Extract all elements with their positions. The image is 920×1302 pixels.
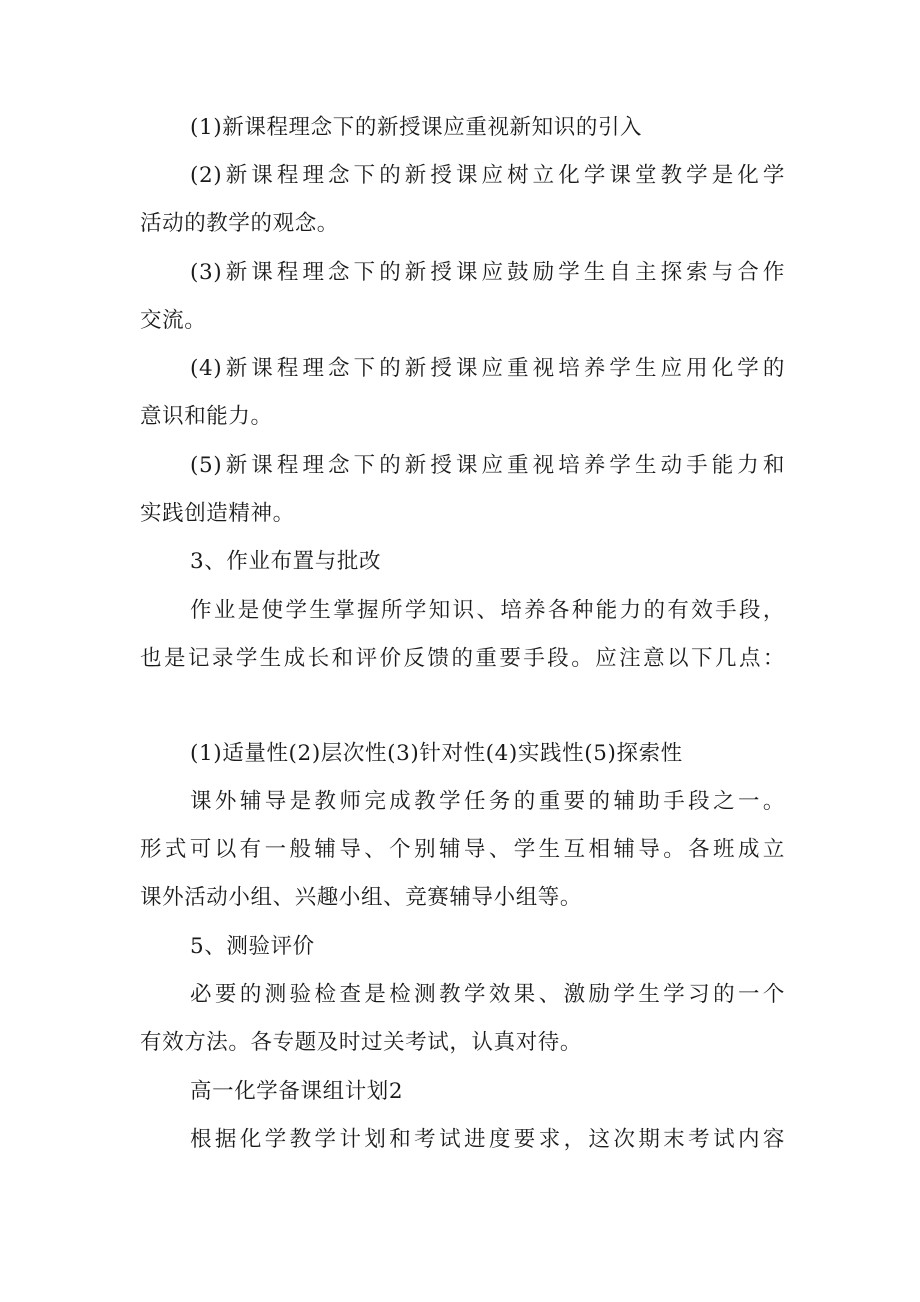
- paragraph-line: (1)新课程理念下的新授课应重视新知识的引入: [190, 115, 643, 140]
- paragraph-line: (4)新课程理念下的新授课应重视培养学生应用化学的: [190, 356, 785, 381]
- paragraph-line: 有效方法。各专题及时过关考试，认真对待。: [140, 1030, 583, 1055]
- paragraph-line: (2)新课程理念下的新授课应树立化学课堂教学是化学: [190, 163, 785, 188]
- paragraph-line: 根据化学教学计划和考试进度要求，这次期末考试内容: [190, 1127, 785, 1152]
- paragraph-line: 也是记录学生成长和评价反馈的重要手段。应注意以下几点：: [140, 646, 785, 671]
- paragraph-line: (5)新课程理念下的新授课应重视培养学生动手能力和: [190, 453, 785, 478]
- paragraph-line: 实践创造精神。: [140, 501, 295, 526]
- paragraph-line: 意识和能力。: [140, 404, 273, 429]
- paragraph-line: 必要的测验检查是检测教学效果、激励学生学习的一个: [190, 982, 785, 1007]
- paragraph-line: (1)适量性(2)层次性(3)针对性(4)实践性(5)探索性: [190, 741, 683, 766]
- section-heading: 5、测验评价: [190, 934, 315, 959]
- paragraph-line: 作业是使学生掌握所学知识、培养各种能力的有效手段，: [190, 598, 785, 623]
- section-heading: 3、作业布置与批改: [190, 549, 382, 574]
- paragraph-line: (3)新课程理念下的新授课应鼓励学生自主探索与合作: [190, 260, 785, 285]
- paragraph-line: 形式可以有一般辅导、个别辅导、学生互相辅导。各班成立: [140, 837, 785, 862]
- paragraph-line: 交流。: [140, 308, 207, 333]
- paragraph-line: 课外活动小组、兴趣小组、竞赛辅导小组等。: [140, 885, 583, 910]
- paragraph-line: 活动的教学的观念。: [140, 211, 339, 236]
- paragraph-line: 课外辅导是教师完成教学任务的重要的辅助手段之一。: [190, 789, 785, 814]
- section-heading: 高一化学备课组计划2: [190, 1079, 404, 1104]
